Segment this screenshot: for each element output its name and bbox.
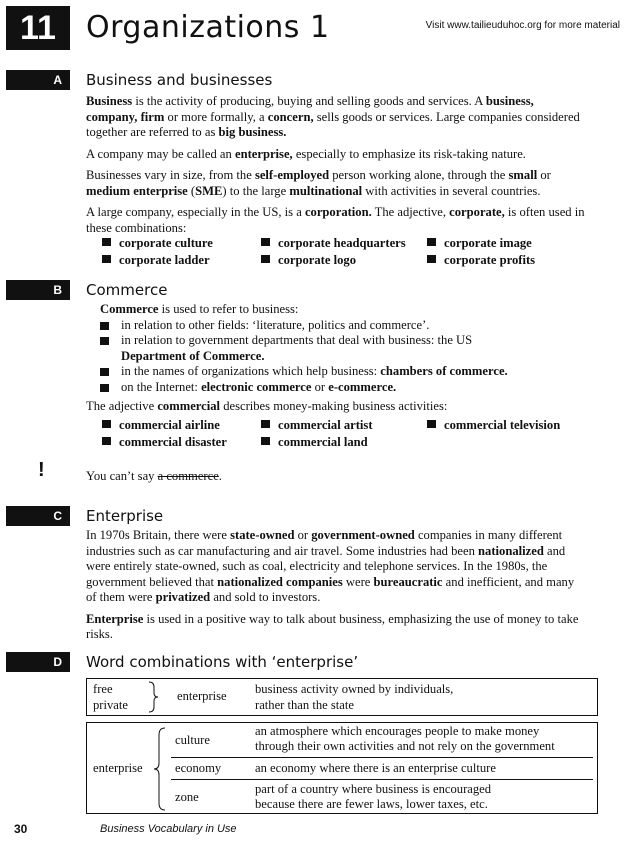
section-a-paragraph-1: Business is the activity of producing, buying and selling goods and services. A business, company, firm or more formally, a concern, sells goods or services. Large companies considered together are referred to as big business. (86, 94, 580, 139)
combination-item: corporate profits (427, 252, 535, 268)
list-item: in relation to other fields: ‘literature, politics and commerce’. (100, 318, 560, 334)
section-b-title: Commerce (86, 281, 168, 299)
section-a-paragraph-3: Businesses vary in size, from the self-employed person working alone, through the small or medium enterprise (SME) to the large multinational with activities in several countries. (86, 168, 551, 198)
word-combination-table-1 (86, 678, 598, 716)
section-d-title: Word combinations with ‘enterprise’ (86, 653, 359, 671)
section-c-paragraph-2: Enterprise is used in a positive way to talk about business, emphasizing the use of money to take risks. (86, 611, 579, 641)
section-b-bullet-list (100, 318, 560, 396)
bullet-square-icon (427, 420, 436, 428)
struck-phrase: a commerce (157, 469, 219, 483)
bullet-square-icon (100, 322, 109, 330)
page-number: 30 (14, 822, 28, 836)
bullet-square-icon (102, 255, 111, 263)
table-cell-head: enterprise (93, 761, 143, 775)
table-cell-head: enterprise (177, 689, 227, 703)
bullet-square-icon (100, 384, 109, 392)
table-cell-word: private (93, 698, 128, 712)
row-divider (171, 757, 593, 758)
list-item: in the names of organizations which help business: chambers of commerce. (100, 364, 560, 380)
table-cell-word: zone (175, 790, 199, 804)
word-combination-table-2 (86, 722, 598, 814)
table-cell-definition: through their own activities and not rely on the government (255, 739, 555, 753)
section-a-title: Business and businesses (86, 71, 273, 89)
bullet-square-icon (261, 255, 270, 263)
section-a-paragraph-2: A company may be called an enterprise, especially to emphasize its risk-taking nature. (86, 146, 526, 161)
book-title: Business Vocabulary in Use (100, 823, 237, 835)
combination-item: commercial artist (261, 417, 373, 433)
list-item: on the Internet: electronic commerce or e-commerce. (100, 380, 560, 396)
section-c-paragraph-1: In 1970s Britain, there were state-owned or government-owned companies in many different industries such as car manufacturing and air travel. Some industries had been nationalized and were entirely state-owned, such as coal, electricity and telephone services. In the 1980s, the government believed that nationalized companies were bureaucratic and inefficient, and many of them were privatized and sold to investors. (86, 528, 575, 604)
table-cell-definition: part of a country where business is encouraged (255, 782, 492, 796)
unit-number-badge: 11 (6, 6, 70, 50)
combination-item: corporate headquarters (261, 235, 406, 251)
combination-item: corporate culture (102, 235, 213, 251)
table-cell-definition: business activity owned by individuals, (255, 682, 454, 696)
warning-exclamation-icon: ! (38, 459, 45, 481)
combination-item: commercial airline (102, 417, 220, 433)
section-c-title: Enterprise (86, 507, 164, 525)
bullet-square-icon (102, 420, 111, 428)
section-b-intro-block (100, 302, 560, 395)
bullet-square-icon (102, 238, 111, 246)
table-cell-definition: because there are fewer laws, lower taxes, etc. (255, 797, 488, 811)
combination-item: commercial land (261, 434, 368, 450)
row-divider (171, 779, 593, 780)
unit-title: Organizations 1 (86, 10, 330, 45)
combination-item: corporate image (427, 235, 532, 251)
section-b-label: B (6, 280, 70, 300)
bullet-square-icon (100, 337, 109, 345)
site-note[interactable]: Visit www.tailieuduhoc.org for more material (425, 20, 620, 31)
bullet-square-icon (261, 238, 270, 246)
table-cell-word: culture (175, 733, 210, 747)
table-cell-definition: an atmosphere which encourages people to make money (255, 724, 540, 738)
section-c-body (86, 528, 586, 649)
warning-note: You can’t say a commerce. (86, 469, 222, 483)
bullet-square-icon (427, 255, 436, 263)
left-brace-icon (153, 727, 167, 811)
right-brace-icon (147, 681, 159, 713)
section-a-paragraph-4: A large company, especially in the US, is a corporation. The adjective, corporate, is often used in these combinations: (86, 205, 585, 235)
table-cell-definition: an economy where there is an enterprise culture (255, 761, 496, 775)
bullet-square-icon (261, 437, 270, 445)
table-cell-definition: rather than the state (255, 698, 354, 712)
list-item: in relation to government departments that deal with business: the US Department of Commerce. (100, 333, 481, 364)
section-a-body (86, 94, 586, 242)
combination-item: commercial disaster (102, 434, 227, 450)
combination-item: corporate logo (261, 252, 356, 268)
section-b-intro: Commerce is used to refer to business: (100, 302, 299, 316)
bullet-square-icon (261, 420, 270, 428)
combination-item: corporate ladder (102, 252, 210, 268)
section-b-adjective-line: The adjective commercial describes money-making business activities: (86, 399, 448, 413)
combination-item: commercial television (427, 417, 560, 433)
bullet-square-icon (100, 368, 109, 376)
bullet-square-icon (102, 437, 111, 445)
bullet-square-icon (427, 238, 436, 246)
section-c-label: C (6, 506, 70, 526)
table-cell-word: economy (175, 761, 222, 775)
table-cell-word: free (93, 682, 113, 696)
section-d-label: D (6, 652, 70, 672)
section-a-label: A (6, 70, 70, 90)
